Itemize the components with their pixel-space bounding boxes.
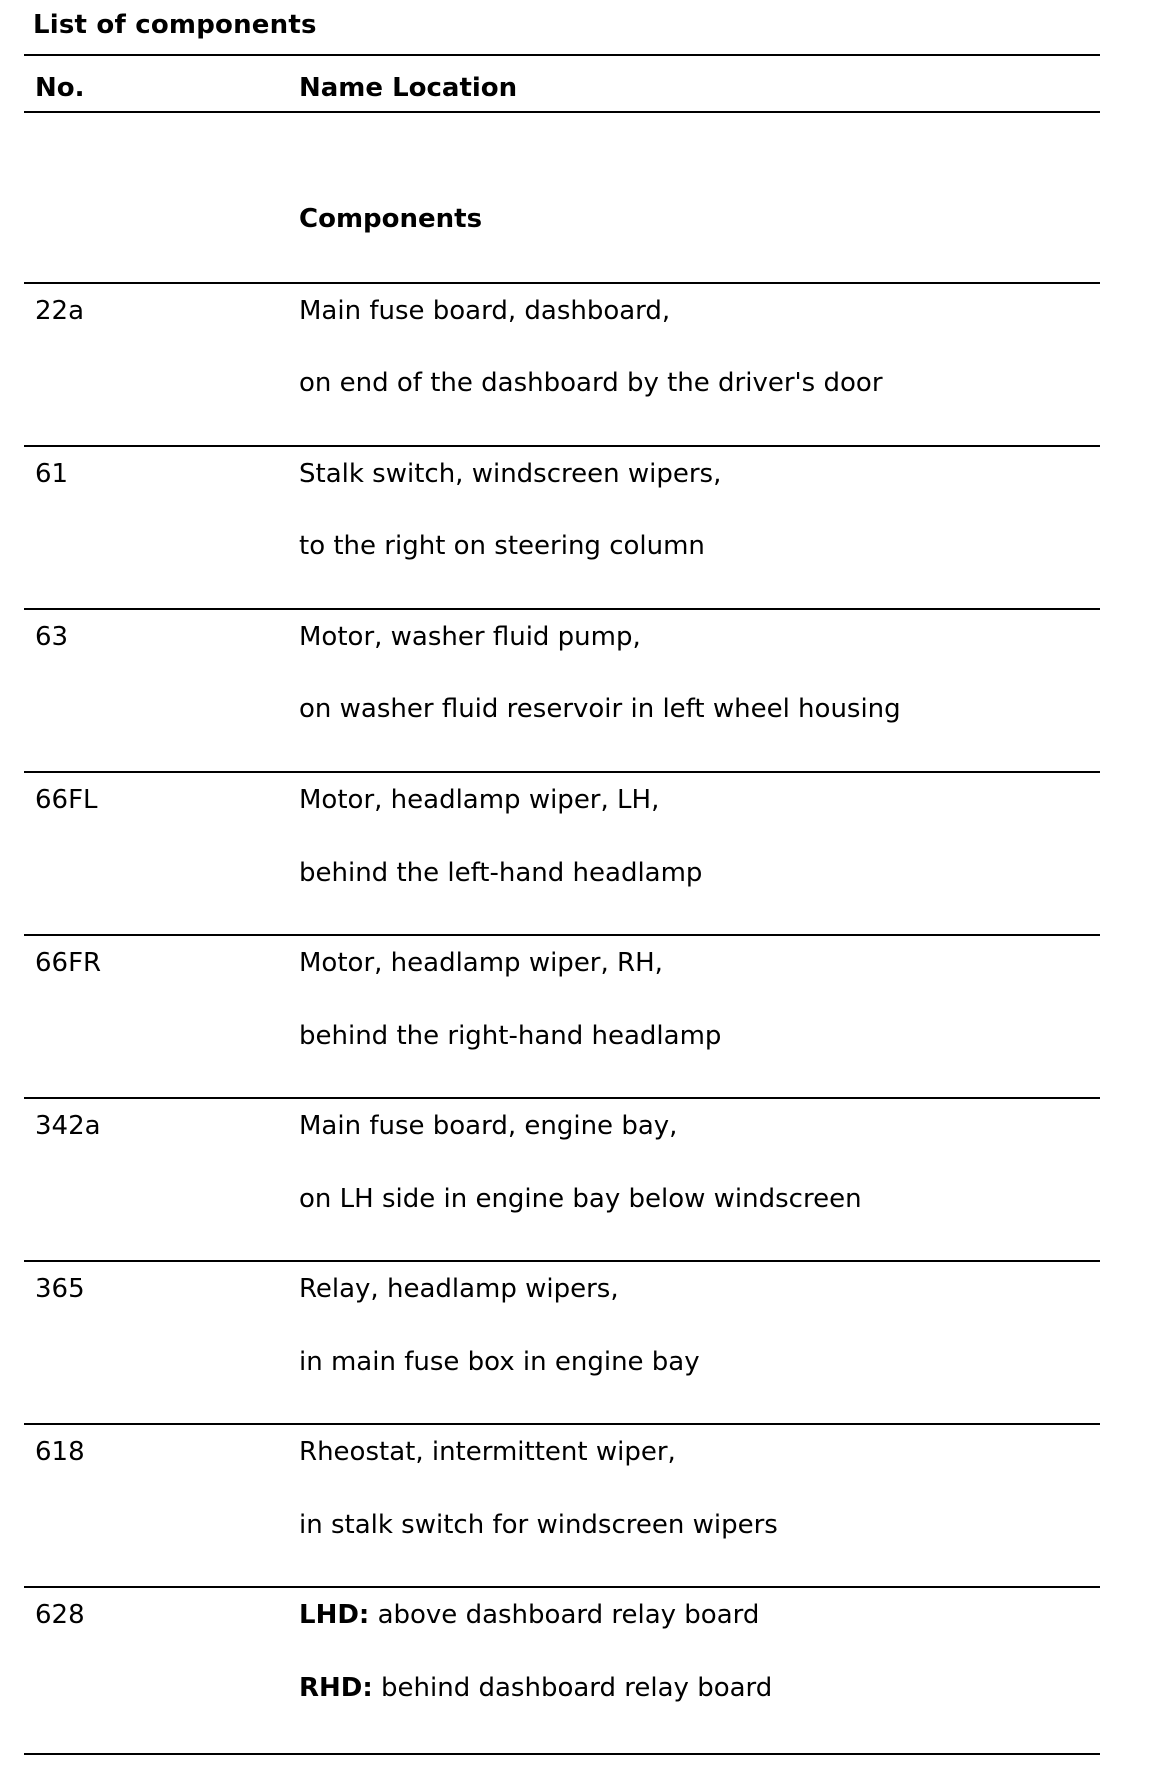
row-number: 22a <box>35 296 85 326</box>
row-location: on LH side in engine bay below windscreen <box>299 1184 862 1214</box>
row-location: behind the right-hand headlamp <box>299 1021 722 1051</box>
row-location: in main fuse box in engine bay <box>299 1347 700 1377</box>
section-heading: Components <box>299 204 483 234</box>
row-location: on end of the dashboard by the driver's door <box>299 368 883 398</box>
row-rule <box>24 1097 1100 1099</box>
header-name-location: Name Location <box>299 73 518 103</box>
row-name: Motor, headlamp wiper, RH, <box>299 948 663 978</box>
row-name: Motor, washer fluid pump, <box>299 622 641 652</box>
row-number: 66FR <box>35 948 102 978</box>
header-no: No. <box>35 73 85 103</box>
header-rule <box>24 111 1100 113</box>
title-rule <box>24 54 1100 56</box>
row-name: Relay, headlamp wipers, <box>299 1274 619 1304</box>
row-name: Main fuse board, engine bay, <box>299 1111 678 1141</box>
row-rule <box>24 1423 1100 1425</box>
row-rule <box>24 934 1100 936</box>
row-location: on washer fluid reservoir in left wheel housing <box>299 694 901 724</box>
row-location: behind the left-hand headlamp <box>299 858 703 888</box>
bottom-rule <box>24 1753 1100 1755</box>
row-number: 63 <box>35 622 69 652</box>
rhd-label: RHD: <box>299 1673 373 1703</box>
row-name: Main fuse board, dashboard, <box>299 296 671 326</box>
row-number: 61 <box>35 459 69 489</box>
lhd-label: LHD: <box>299 1600 370 1630</box>
row-number: 618 <box>35 1437 85 1467</box>
row-rule <box>24 445 1100 447</box>
row-lhd-line <box>299 1600 759 1630</box>
row-rule <box>24 1260 1100 1262</box>
row-number: 66FL <box>35 785 98 815</box>
row-rule <box>24 1586 1100 1588</box>
row-name: Rheostat, intermittent wiper, <box>299 1437 676 1467</box>
row-location: in stalk switch for windscreen wipers <box>299 1510 778 1540</box>
row-rule <box>24 282 1100 284</box>
row-name: Stalk switch, windscreen wipers, <box>299 459 722 489</box>
row-rhd-line <box>299 1673 772 1703</box>
row-name: Motor, headlamp wiper, LH, <box>299 785 660 815</box>
document-title: List of components <box>33 10 317 40</box>
rhd-text: behind dashboard relay board <box>372 1673 773 1703</box>
row-number: 365 <box>35 1274 85 1304</box>
row-rule <box>24 771 1100 773</box>
lhd-text: above dashboard relay board <box>369 1600 760 1630</box>
row-location: to the right on steering column <box>299 531 705 561</box>
row-rule <box>24 608 1100 610</box>
row-number: 628 <box>35 1600 85 1630</box>
row-number: 342a <box>35 1111 101 1141</box>
